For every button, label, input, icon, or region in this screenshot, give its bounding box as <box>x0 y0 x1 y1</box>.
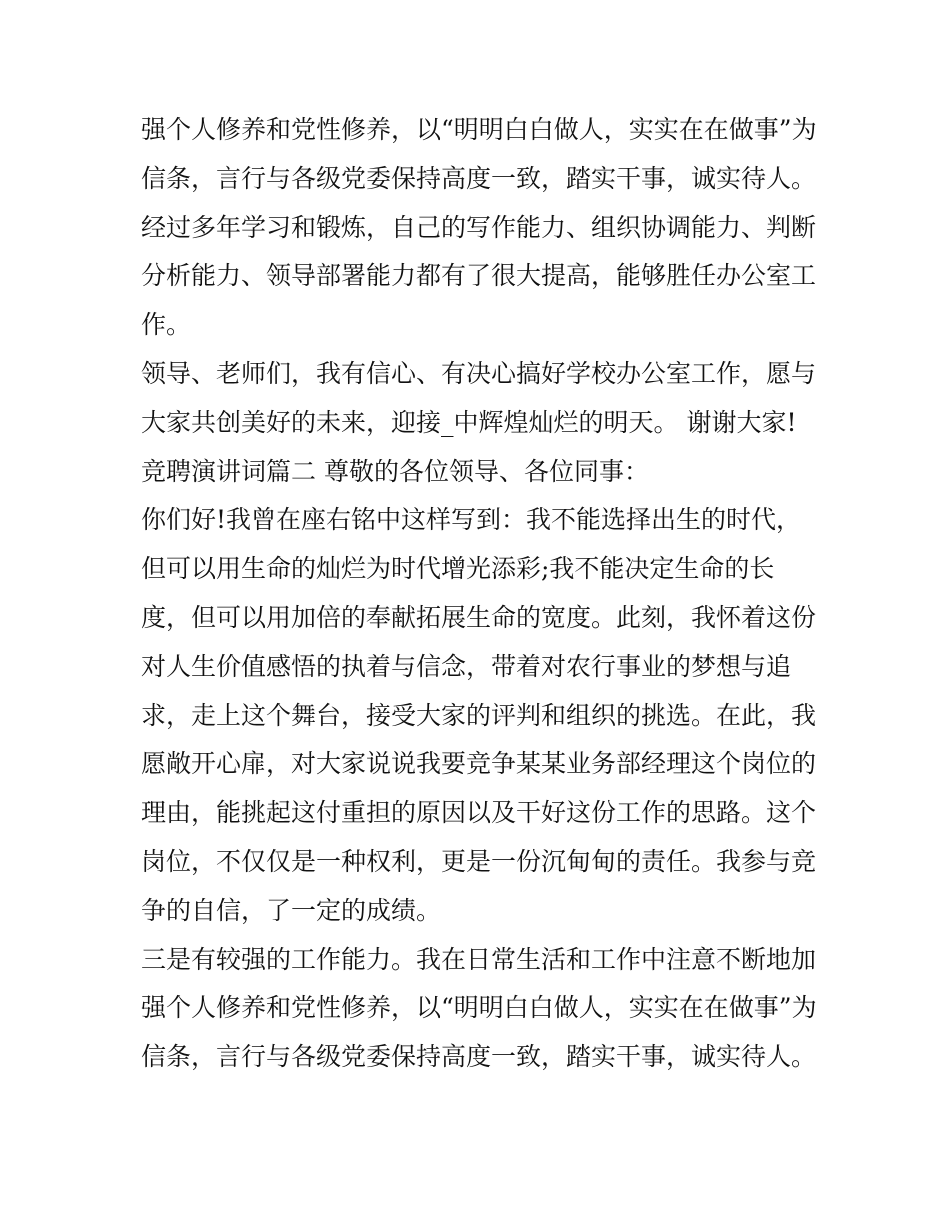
text-line: 求，走上这个舞台，接受大家的评判和组织的挑选。在此，我 <box>141 700 817 730</box>
text-line: 信条，言行与各级党委保持高度一致，踏实干事，诚实待人。 <box>141 1042 817 1072</box>
text-line: 岗位，不仅仅是一种权利，更是一份沉甸甸的责任。我参与竞 <box>141 846 817 876</box>
text-line: 分析能力、领导部署能力都有了很大提高，能够胜任办公室工 <box>141 261 817 291</box>
text-line: 强个人修养和党性修养，以“明明白白做人，实实在在做事”为 <box>141 115 817 144</box>
text-line: 争的自信，了一定的成绩。 <box>141 895 442 925</box>
text-line: 对人生价值感悟的执着与信念，带着对农行事业的梦想与追 <box>141 651 792 681</box>
text-line: 你们好!我曾在座右铭中这样写到：我不能选择出生的时代， <box>141 505 802 535</box>
text-line: 理由，能挑起这付重担的原因以及干好这份工作的思路。这个 <box>141 798 817 828</box>
text-line: 信条，言行与各级党委保持高度一致，踏实干事，诚实待人。 <box>141 163 817 193</box>
text-line: 作。 <box>141 310 192 340</box>
text-line: 大家共创美好的未来，迎接_中辉煌灿烂的明天。 谢谢大家! <box>141 407 797 437</box>
section-heading-line: 竞聘演讲词篇二 尊敬的各位领导、各位同事： <box>141 456 649 486</box>
text-line: 强个人修养和党性修养，以“明明白白做人，实实在在做事”为 <box>141 993 817 1023</box>
text-line: 愿敞开心扉，对大家说说我要竞争某某业务部经理这个岗位的 <box>141 749 817 779</box>
text-line: 经过多年学习和锻炼，自己的写作能力、组织协调能力、判断 <box>141 212 817 242</box>
document-body <box>141 106 821 1082</box>
text-line: 领导、老师们，我有信心、有决心搞好学校办公室工作，愿与 <box>141 358 817 388</box>
text-line: 度，但可以用加倍的奉献拓展生命的宽度。此刻，我怀着这份 <box>141 602 817 632</box>
text-line: 但可以用生命的灿烂为时代增光添彩;我不能决定生命的长 <box>141 554 775 584</box>
text-line: 三是有较强的工作能力。我在日常生活和工作中注意不断地加 <box>141 944 817 974</box>
